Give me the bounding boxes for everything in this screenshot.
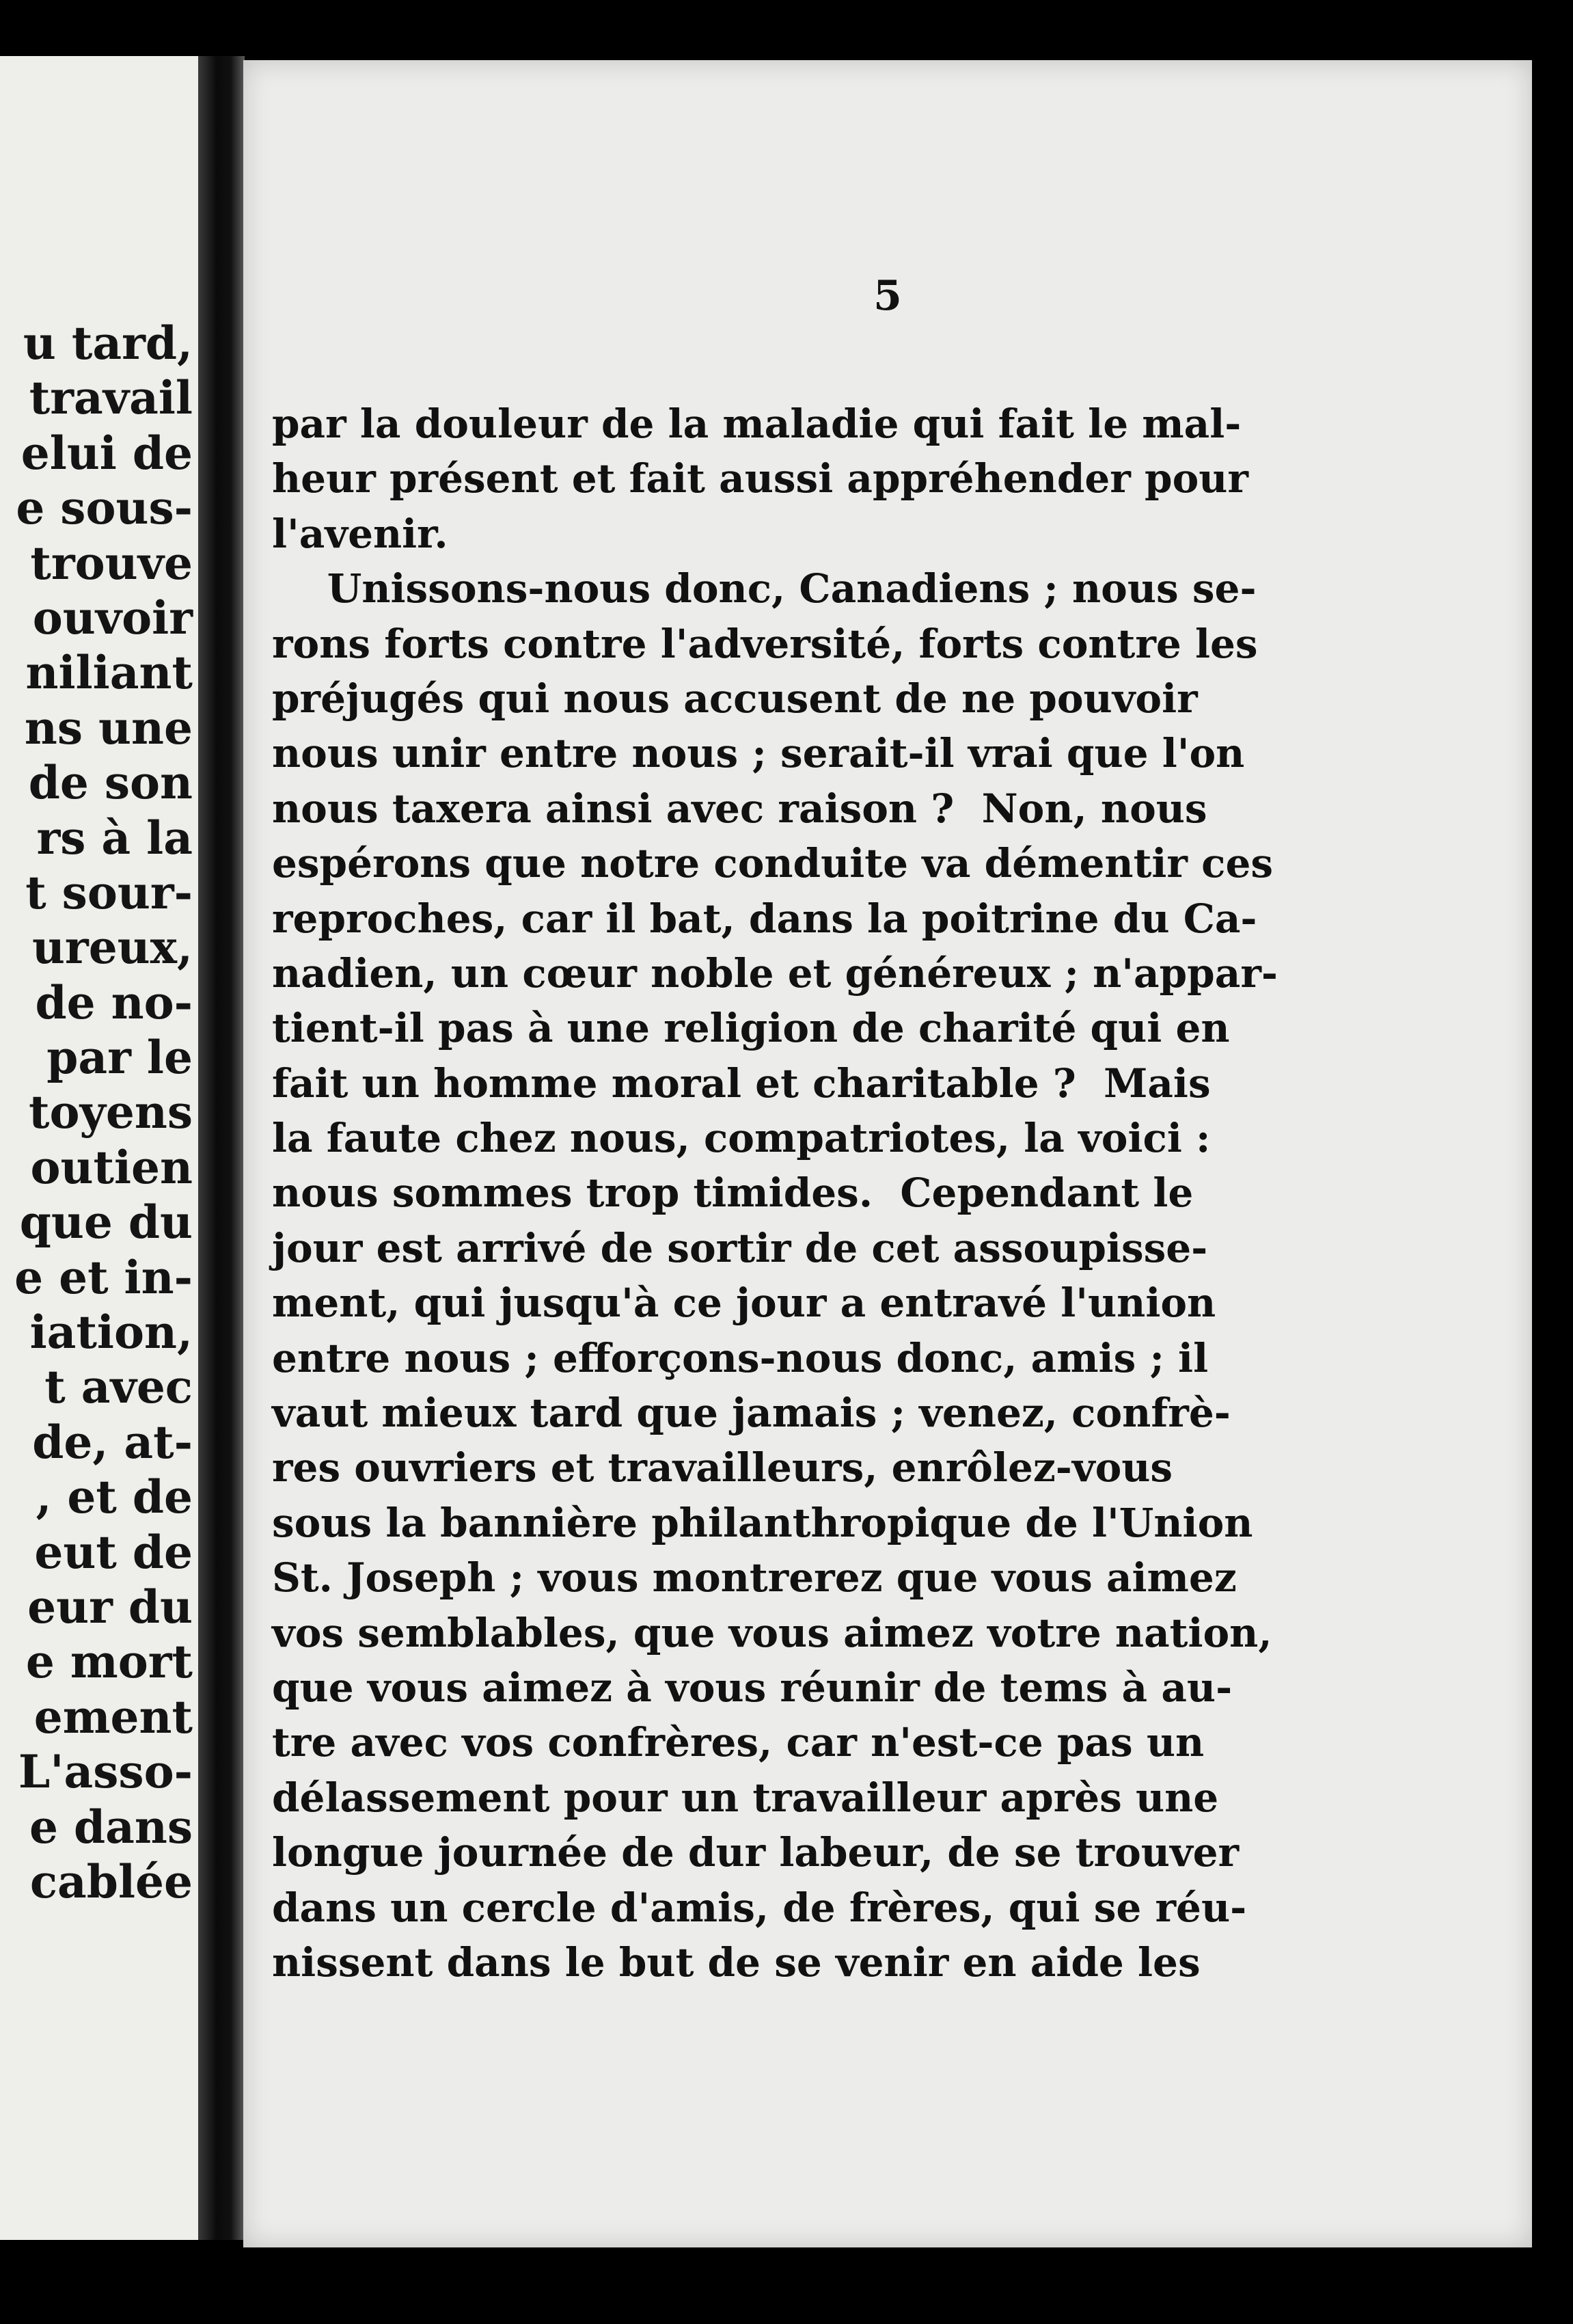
text-line: la faute chez nous, compatriotes, la voici : — [272, 1115, 1211, 1162]
left-page-fragment: de, at- — [32, 1415, 193, 1469]
text-line: délassement pour un travailleur après une — [272, 1774, 1219, 1821]
text-line: par la douleur de la maladie qui fait le mal- — [272, 401, 1242, 447]
text-line: nous unir entre nous ; serait-il vrai que l'on — [272, 730, 1245, 777]
left-page-fragment: t sour- — [25, 865, 193, 919]
left-page-fragment: iation, — [29, 1306, 193, 1360]
text-line: rons forts contre l'adversité, forts contre les — [272, 620, 1258, 667]
left-page-fragment: elui de — [20, 426, 193, 480]
left-page-fragment: ns une — [24, 701, 193, 755]
left-page-fragment: de no- — [35, 975, 193, 1029]
left-page-fragment: u tard, — [23, 316, 193, 370]
text-line: fait un homme moral et charitable ? Mais — [272, 1059, 1211, 1107]
text-line: heur présent et fait aussi appréhender pour — [272, 455, 1248, 502]
text-line: nissent dans le but de se venir en aide les — [272, 1938, 1201, 1986]
text-line: vos semblables, que vous aimez votre nation, — [272, 1609, 1272, 1656]
left-page-fragment: eur du — [27, 1580, 193, 1634]
text-line: ment, qui jusqu'à ce jour a entravé l'union — [272, 1280, 1216, 1327]
text-line: St. Joseph ; vous montrerez que vous aimez — [272, 1554, 1237, 1602]
text-line: entre nous ; efforçons-nous donc, amis ; il — [272, 1334, 1209, 1381]
text-line: nadien, un cœur noble et généreux ; n'appar- — [272, 949, 1278, 997]
text-line: que vous aimez à vous réunir de tems à au- — [272, 1664, 1233, 1711]
page-number: 5 — [873, 272, 902, 320]
left-page-fragment: par le — [46, 1031, 193, 1085]
text-line: nous sommes trop timides. Cependant le — [272, 1170, 1194, 1217]
text-line: vaut mieux tard que jamais ; venez, confrè- — [272, 1390, 1231, 1437]
text-line: Unissons-nous donc, Canadiens ; nous se- — [272, 565, 1257, 612]
left-page-fragment: L'asso- — [18, 1745, 193, 1799]
text-line: longue journée de dur labeur, de se trouver — [272, 1829, 1240, 1876]
left-page-fragment: rs à la — [36, 811, 193, 865]
text-line: sous la bannière philanthropique de l'Union — [272, 1499, 1253, 1546]
page-body-text — [272, 396, 1352, 1990]
left-page-fragment: que du — [19, 1195, 193, 1249]
text-line: reproches, car il bat, dans la poitrine du Ca- — [272, 895, 1257, 942]
left-page-fragment: e mort — [25, 1635, 193, 1689]
book-gutter — [198, 56, 245, 2240]
left-page-fragment: t avec — [44, 1360, 193, 1414]
left-page-fragment: , et de — [36, 1470, 193, 1524]
left-page-fragment: ouvoir — [32, 591, 193, 645]
text-line: nous taxera ainsi avec raison ? Non, nous — [272, 785, 1207, 832]
left-page-fragment: travail — [29, 371, 193, 425]
previous-page-strip — [0, 56, 198, 2240]
text-line: l'avenir. — [272, 510, 448, 557]
left-page-fragment: toyens — [29, 1085, 193, 1139]
left-page-fragment: e dans — [29, 1800, 193, 1854]
current-page — [243, 60, 1532, 2247]
left-page-fragment: cablée — [29, 1854, 193, 1908]
left-page-fragment: e et in- — [14, 1250, 193, 1304]
text-line: tient-il pas à une religion de charité qui en — [272, 1005, 1230, 1052]
left-page-fragment: de son — [28, 756, 193, 810]
text-line: tre avec vos confrères, car n'est-ce pas un — [272, 1719, 1205, 1766]
left-page-fragment: ement — [33, 1690, 193, 1744]
left-page-fragment: outien — [30, 1140, 193, 1194]
left-page-fragment: eut de — [34, 1525, 193, 1579]
previous-page-text-fragments — [0, 316, 193, 1909]
text-line: jour est arrivé de sortir de cet assoupisse- — [272, 1224, 1208, 1271]
left-page-fragment: ureux, — [31, 921, 193, 975]
left-page-fragment: e sous- — [16, 481, 193, 535]
text-line: espérons que notre conduite va démentir ces — [272, 840, 1274, 887]
text-line: dans un cercle d'amis, de frères, qui se réu- — [272, 1884, 1247, 1931]
text-line: res ouvriers et travailleurs, enrôlez-vous — [272, 1444, 1173, 1491]
left-page-fragment: trouve — [30, 536, 193, 590]
left-page-fragment: niliant — [25, 646, 193, 700]
text-line: préjugés qui nous accusent de ne pouvoir — [272, 675, 1198, 722]
